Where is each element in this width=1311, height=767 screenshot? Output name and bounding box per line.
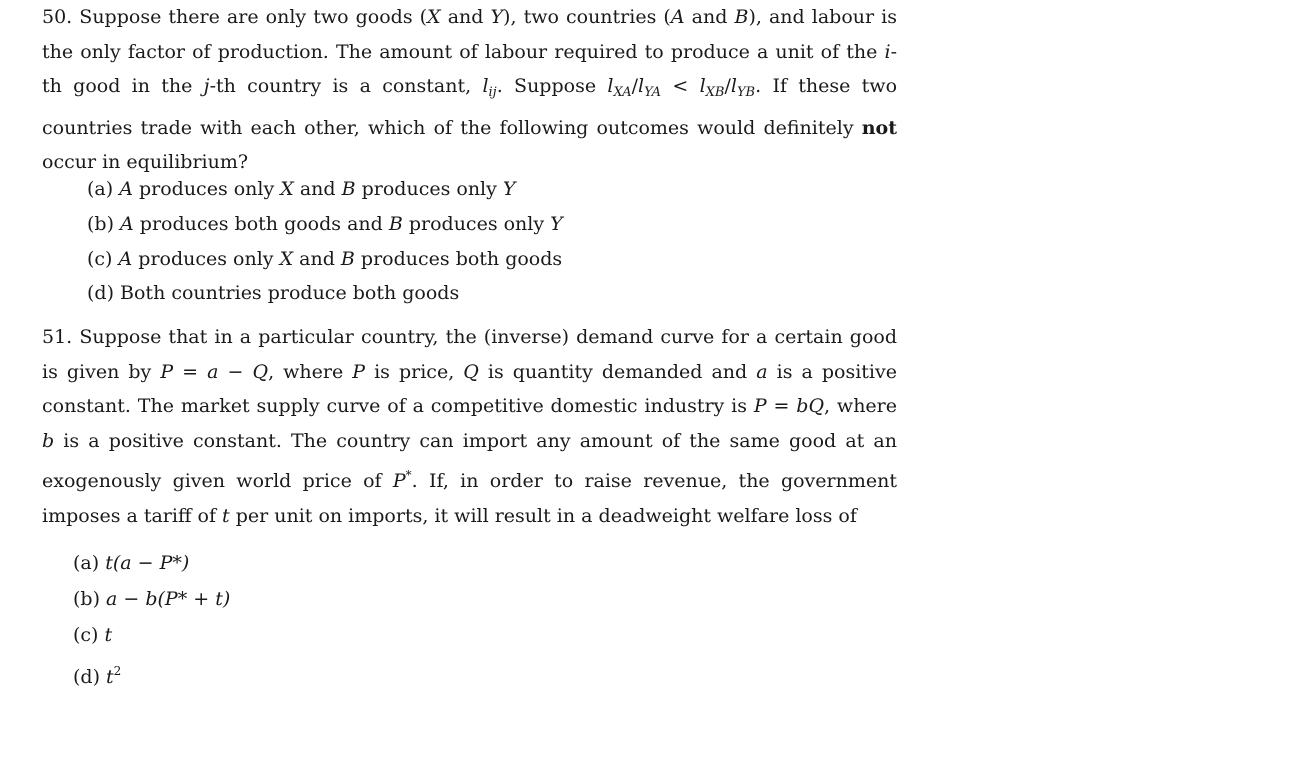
math-var: A <box>119 178 133 200</box>
option-label: (c) <box>73 624 105 646</box>
math-operator: = <box>173 360 208 383</box>
stem-text: is quantity demanded and <box>478 360 757 383</box>
option-text: produces only <box>132 247 280 270</box>
math-var: l <box>699 75 706 98</box>
math-var: X <box>427 6 441 28</box>
bold-emphasis: not <box>861 116 897 139</box>
option-text: produces only <box>355 178 503 200</box>
question-number: 50. <box>42 6 73 28</box>
question-51-stem <box>42 320 897 534</box>
math-var: a <box>207 360 219 383</box>
question-50-stem <box>42 0 897 180</box>
math-operator: / <box>724 75 731 98</box>
math-var: A <box>118 247 133 270</box>
stem-text: ), and labour is the only factor of production. The amount of labour required to produce a unit of the <box>42 6 898 63</box>
math-var: B <box>734 6 749 28</box>
math-var: P <box>160 360 174 383</box>
question-50-options <box>87 172 563 311</box>
stem-text: . If these two countries trade with each other, which of the following outcomes would definitely <box>42 75 898 139</box>
stem-text: is a positive constant. The market supply curve of a competitive domestic industry is <box>42 360 897 418</box>
math-var: B <box>340 247 355 270</box>
stem-text: and <box>440 6 491 28</box>
stem-text: ), two countries ( <box>503 6 671 28</box>
stem-text: Suppose that in a particular country, the (inverse) demand curve for a certain good is given by <box>42 326 897 383</box>
option-text: and <box>293 178 342 200</box>
option-label: (b) <box>87 212 121 235</box>
option-text: Both countries produce both goods <box>120 282 460 305</box>
option-label: (a) <box>87 178 120 200</box>
math-var: l <box>638 75 645 98</box>
question-51-options <box>73 545 230 695</box>
math-operator: = <box>766 395 797 418</box>
math-var: l <box>730 75 737 98</box>
stem-text: Suppose there are only two goods ( <box>72 6 428 28</box>
math-var: bQ <box>796 395 825 418</box>
option-d <box>87 276 563 311</box>
math-var: a <box>756 360 768 383</box>
math-var: B <box>341 178 356 200</box>
math-var: Y <box>490 6 504 28</box>
stem-text: -th country is a constant, <box>209 75 483 98</box>
math-var: X <box>280 178 294 200</box>
option-a <box>73 545 230 581</box>
stem-text: per unit on imports, it will result in a deadweight welfare loss of <box>229 504 857 527</box>
option-text: produces only <box>132 178 281 200</box>
stem-text: is price, <box>365 360 464 383</box>
option-d <box>73 653 230 695</box>
option-c <box>87 242 563 277</box>
question-number: 51. <box>42 326 73 348</box>
option-text: produces only <box>402 212 551 235</box>
math-var: l <box>607 75 614 98</box>
math-var: A <box>670 6 685 28</box>
option-a <box>87 172 563 207</box>
math-var: P <box>352 360 366 383</box>
option-expression: t <box>106 666 114 688</box>
option-expression: a − b(P* + t) <box>106 588 231 610</box>
option-text: produces both goods and <box>133 212 389 235</box>
math-var: l <box>482 75 489 98</box>
option-label: (d) <box>87 282 121 305</box>
stem-text: . Suppose <box>496 75 608 98</box>
stem-text: , where <box>268 360 353 383</box>
math-operator: < <box>661 75 700 98</box>
math-var: Y <box>550 212 563 235</box>
option-b <box>87 207 563 242</box>
math-var: X <box>279 247 294 270</box>
option-text: and <box>293 247 341 270</box>
stem-text: . If, in order to raise revenue, the government imposes a tariff of <box>42 470 897 527</box>
math-var: b <box>42 429 55 452</box>
option-expression: t(a − P*) <box>105 552 190 574</box>
stem-text: occur in equilibrium? <box>42 151 249 174</box>
math-var: P <box>753 395 767 418</box>
math-operator: / <box>631 75 639 98</box>
math-var: i <box>884 40 891 63</box>
option-expression: t <box>104 624 113 646</box>
math-subscript: ij <box>488 85 497 101</box>
math-subscript: XB <box>705 85 725 101</box>
math-var: t <box>222 504 230 527</box>
math-subscript: XA <box>613 85 632 101</box>
math-var: j <box>203 75 210 98</box>
math-var: P <box>392 470 406 493</box>
math-operator: − <box>218 360 253 383</box>
math-superscript: * <box>405 468 412 483</box>
math-var: Q <box>252 360 269 383</box>
math-var: Q <box>463 360 479 383</box>
option-label: (b) <box>73 588 107 610</box>
math-subscript: YA <box>644 85 662 101</box>
math-var: B <box>388 212 403 235</box>
math-var: A <box>120 212 134 235</box>
option-label: (a) <box>73 552 106 574</box>
option-label: (d) <box>73 666 107 688</box>
math-var: Y <box>502 178 516 200</box>
math-superscript: 2 <box>113 664 122 678</box>
option-c <box>73 617 230 653</box>
math-subscript: YB <box>736 85 756 101</box>
option-b <box>73 581 230 617</box>
stem-text: and <box>684 6 735 28</box>
stem-text: is a positive constant. The country can import any amount of the same good at an exogenously given world price of <box>42 429 897 493</box>
stem-text: -th good in the <box>42 40 897 98</box>
stem-text: , where <box>824 395 898 418</box>
option-text: produces both goods <box>354 247 563 270</box>
option-label: (c) <box>87 247 119 270</box>
